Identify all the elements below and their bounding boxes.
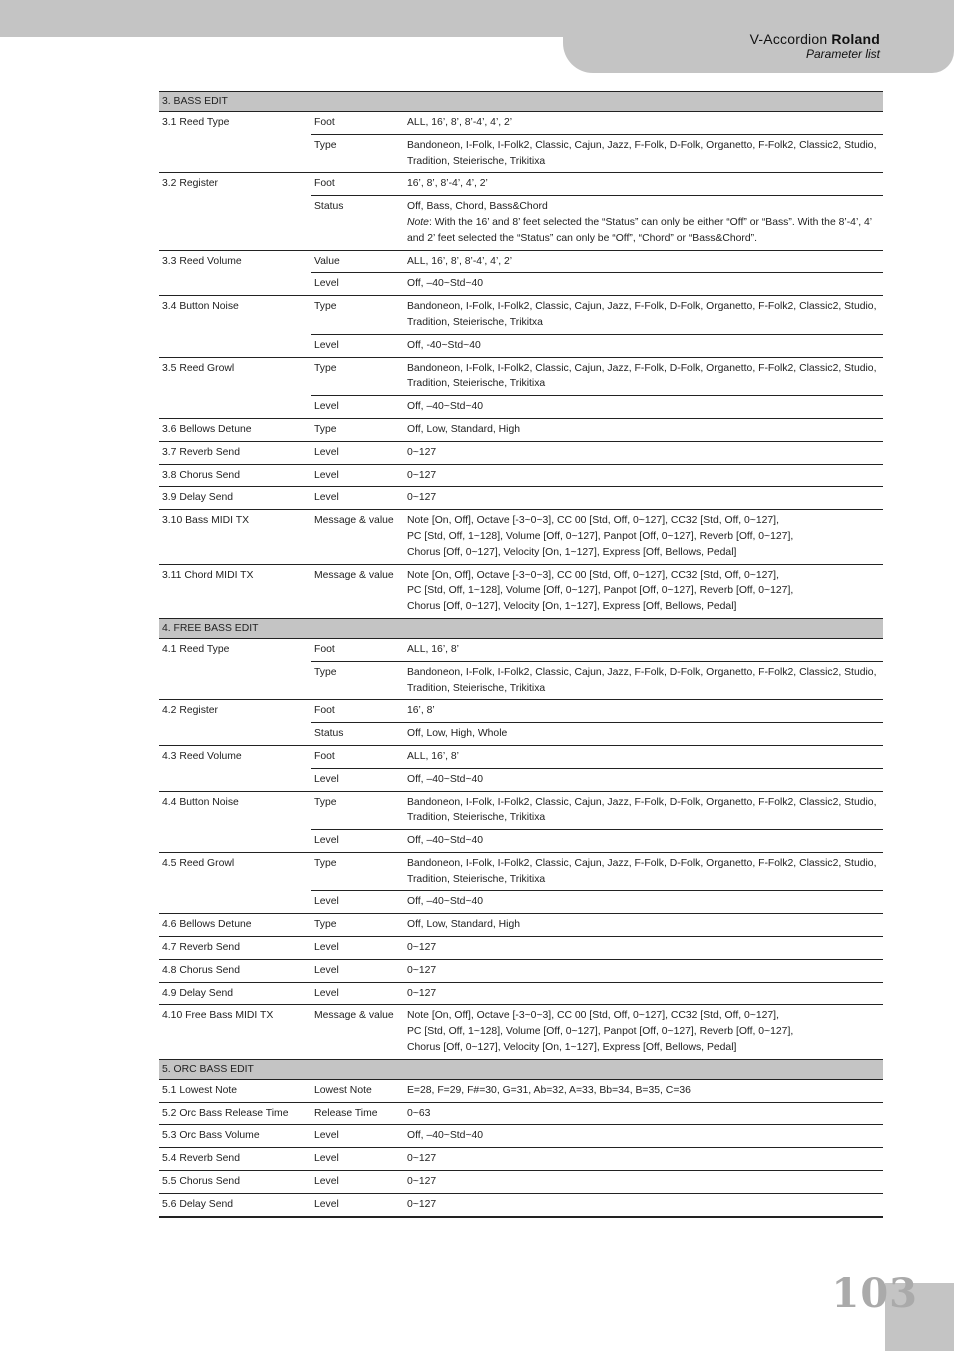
page-number: 103 [831,1270,918,1317]
table-row [159,564,883,618]
parameter-attribute: Level [311,1125,403,1148]
parameter-attribute: Level [311,464,403,487]
parameter-attribute: Level [311,334,403,357]
parameter-name: 3.11 Chord MIDI TX [159,564,311,618]
parameter-name: 4.10 Free Bass MIDI TX [159,1005,311,1059]
header-tab [563,0,954,73]
note-text: : With the 16’ and 8’ feet selected the “Status” can only be either “Off” or “Bass”. With the 8’-4’, 4’ and 2’ feet selected the “Status” can only be “Off”, “Chord” or “Bass&Chord”. [407,216,872,244]
parameter-attribute: Level [311,982,403,1005]
value-text: Off, –40~Std~40 [407,1130,484,1142]
parameter-name: 4.4 Button Noise [159,791,311,852]
table-row [159,852,883,891]
parameter-name: 5.1 Lowest Note [159,1079,311,1102]
parameter-name: 3.1 Reed Type [159,112,311,173]
table-row [159,700,883,723]
parameter-value [403,196,883,250]
value-text: 0~127 [407,469,437,481]
table-row [159,1005,883,1059]
parameter-name: 4.5 Reed Growl [159,852,311,913]
table-row [159,1193,883,1216]
parameter-name: 3.5 Reed Growl [159,357,311,418]
parameter-value [403,464,883,487]
parameter-value [403,1125,883,1148]
table-row [159,464,883,487]
value-text: 0~127 [407,942,437,954]
parameter-name: 4.2 Register [159,700,311,746]
parameter-attribute: Level [311,396,403,419]
parameter-attribute: Type [311,661,403,700]
value-text: ALL, 16’, 8’ [407,750,459,762]
value-text: 0~127 [407,492,437,504]
table-row [159,1171,883,1194]
parameter-attribute: Type [311,914,403,937]
value-text: Bandoneon, I-Folk, I-Folk2, Classic, Cajun, Jazz, F-Folk, D-Folk, Organetto, F-Folk2, Classic2, Studio, Tradition, Steierische, Trikitxa [407,301,877,328]
value-text: 0~127 [407,446,437,458]
parameter-value [403,250,883,273]
value-text: Off, –40~Std~40 [407,773,484,785]
parameter-name: 5.4 Reverb Send [159,1148,311,1171]
parameter-name: 4.1 Reed Type [159,638,311,699]
parameter-name: 5.6 Delay Send [159,1193,311,1216]
parameter-attribute: Lowest Note [311,1079,403,1102]
parameter-value [403,914,883,937]
parameter-name: 3.9 Delay Send [159,487,311,510]
parameter-value [403,1005,883,1059]
parameter-value [403,564,883,618]
table-row [159,173,883,196]
parameter-name: 4.7 Reverb Send [159,937,311,960]
section-title: 3. BASS EDIT [159,92,883,112]
brand-name: Roland [831,31,880,47]
parameter-value [403,982,883,1005]
parameter-attribute: Message & value [311,564,403,618]
value-text: 0~127 [407,964,437,976]
parameter-name: 5.5 Chorus Send [159,1171,311,1194]
table-row [159,112,883,135]
value-text: ALL, 16’, 8’, 8’-4’, 4’, 2’ [407,255,513,267]
table-row [159,510,883,564]
table-row [159,418,883,441]
parameter-value [403,700,883,723]
value-text: ALL, 16’, 8’, 8’-4’, 4’, 2’ [407,117,513,128]
value-text: Off, Bass, Chord, Bass&Chord [407,201,548,213]
table-row [159,638,883,661]
parameter-name: 4.8 Chorus Send [159,959,311,982]
table-row [159,487,883,510]
parameter-attribute: Level [311,273,403,296]
parameter-attribute: Level [311,1148,403,1171]
parameter-value [403,334,883,357]
parameter-value [403,891,883,914]
parameter-attribute: Foot [311,112,403,135]
value-text: Bandoneon, I-Folk, I-Folk2, Classic, Cajun, Jazz, F-Folk, D-Folk, Organetto, F-Folk2, Classic2, Studio, Tradition, Steierische, Trikitixa [407,857,877,885]
value-text: 0~127 [407,1153,437,1165]
parameter-attribute: Type [311,418,403,441]
parameter-attribute: Type [311,852,403,891]
value-text: Bandoneon, I-Folk, I-Folk2, Classic, Cajun, Jazz, F-Folk, D-Folk, Organetto, F-Folk2, Classic2, Studio, Tradition, Steierische, Trikitixa [407,796,877,824]
parameter-attribute: Level [311,959,403,982]
parameter-value [403,959,883,982]
value-text: Note [On, Off], Octave [-3~0~3], CC 00 [Std, Off, 0~127], CC32 [Std, Off, 0~127], PC [Std, Off, 1~128], Volume [Off, 0~127], Panpot [Off, 0~127], Reverb [Off, 0~127], Chorus [Off, 0~127], Velocity [On, 1~127], Express [Off, Bellows, Pedal] [407,1010,794,1054]
value-text: 16’, 8’, 8’-4’, 4’, 2’ [407,178,488,190]
parameter-attribute: Type [311,357,403,396]
value-text: 0~63 [407,1107,431,1119]
parameter-name: 5.2 Orc Bass Release Time [159,1102,311,1125]
parameter-value [403,441,883,464]
parameter-value [403,173,883,196]
value-text: Note [On, Off], Octave [-3~0~3], CC 00 [Std, Off, 0~127], CC32 [Std, Off, 0~127], PC [Std, Off, 1~128], Volume [Off, 0~127], Panpot [Off, 0~127], Reverb [Off, 0~127], Chorus [Off, 0~127], Velocity [On, 1~127], Express [Off, Bellows, Pedal] [407,515,794,558]
section-header-row [159,618,883,638]
parameter-value [403,638,883,661]
value-text: Off, –40~Std~40 [407,835,484,847]
parameter-value [403,1193,883,1216]
parameter-attribute: Level [311,830,403,853]
parameter-value [403,273,883,296]
table-row [159,1079,883,1102]
value-text: Off, -40~Std~40 [407,339,481,351]
table-row [159,1148,883,1171]
value-text: Off, Low, Standard, High [407,919,521,931]
parameter-attribute: Message & value [311,1005,403,1059]
parameter-attribute: Type [311,296,403,335]
parameter-attribute: Level [311,891,403,914]
parameter-value [403,830,883,853]
value-text: Bandoneon, I-Folk, I-Folk2, Classic, Cajun, Jazz, F-Folk, D-Folk, Organetto, F-Folk2, Classic2, Studio, Tradition, Steierische, Trikitixa [407,362,877,390]
value-text: Off, Low, High, Whole [407,728,508,740]
value-text: Note [On, Off], Octave [-3~0~3], CC 00 [Std, Off, 0~127], CC32 [Std, Off, 0~127], PC [Std, Off, 1~128], Volume [Off, 0~127], Panpot [Off, 0~127], Reverb [Off, 0~127], Chorus [Off, 0~127], Velocity [On, 1~127], Express [Off, Bellows, Pedal] [407,569,794,613]
parameter-attribute: Level [311,487,403,510]
parameter-attribute: Release Time [311,1102,403,1125]
table-row [159,441,883,464]
parameter-value [403,1148,883,1171]
parameter-value [403,937,883,960]
value-text: Off, Low, Standard, High [407,423,521,435]
value-text: Off, –40~Std~40 [407,278,484,290]
parameter-attribute: Level [311,1171,403,1194]
parameter-attribute: Foot [311,638,403,661]
parameter-attribute: Level [311,768,403,791]
table-row [159,1102,883,1125]
parameter-name: 3.10 Bass MIDI TX [159,510,311,564]
value-text: Bandoneon, I-Folk, I-Folk2, Classic, Cajun, Jazz, F-Folk, D-Folk, Organetto, F-Folk2, Classic2, Studio, Tradition, Steierische, Trikitixa [407,139,877,167]
parameter-value [403,134,883,173]
parameter-attribute: Message & value [311,510,403,564]
parameter-value [403,852,883,891]
product-name: V-Accordion [749,31,828,47]
parameter-name: 4.3 Reed Volume [159,745,311,791]
table-row [159,937,883,960]
parameter-name: 3.7 Reverb Send [159,441,311,464]
parameter-value [403,112,883,135]
section-header-row [159,1059,883,1079]
parameter-value [403,396,883,419]
parameter-attribute: Type [311,791,403,830]
parameter-value [403,745,883,768]
value-text: 0~127 [407,1198,437,1210]
parameter-value [403,1171,883,1194]
table-row [159,296,883,335]
parameter-attribute: Status [311,196,403,250]
parameter-name: 4.9 Delay Send [159,982,311,1005]
parameter-name: 3.8 Chorus Send [159,464,311,487]
table-row [159,959,883,982]
parameter-attribute: Level [311,1193,403,1216]
table-row [159,914,883,937]
parameter-attribute: Foot [311,700,403,723]
parameter-name: 4.6 Bellows Detune [159,914,311,937]
parameter-value [403,296,883,335]
parameter-value [403,487,883,510]
value-text: 16’, 8’ [407,705,435,717]
table-row [159,791,883,830]
parameter-attribute: Value [311,250,403,273]
value-text: 0~127 [407,1176,437,1188]
parameter-value [403,768,883,791]
parameter-name: 3.3 Reed Volume [159,250,311,296]
note-label: Note [407,216,429,228]
parameter-attribute: Foot [311,745,403,768]
header-title [750,31,880,47]
parameter-value [403,791,883,830]
parameter-name: 3.2 Register [159,173,311,250]
parameter-name: 3.4 Button Noise [159,296,311,357]
value-text: ALL, 16’, 8’ [407,643,459,655]
table-row [159,982,883,1005]
section-header-row [159,92,883,112]
value-text: Bandoneon, I-Folk, I-Folk2, Classic, Cajun, Jazz, F-Folk, D-Folk, Organetto, F-Folk2, Classic2, Studio, Tradition, Steierische, Trikitixa [407,666,877,694]
value-text: 0~127 [407,987,437,999]
parameter-attribute: Foot [311,173,403,196]
parameter-value [403,510,883,564]
parameter-attribute: Level [311,441,403,464]
parameter-attribute: Level [311,937,403,960]
value-text: Off, –40~Std~40 [407,896,484,908]
parameter-table [159,91,883,1218]
value-text: E=28, F=29, F#=30, G=31, Ab=32, A=33, Bb=34, B=35, C=36 [407,1084,691,1096]
parameter-value [403,418,883,441]
value-text: Off, –40~Std~40 [407,401,484,413]
parameter-value [403,1079,883,1102]
parameter-attribute: Status [311,723,403,746]
header-subtitle: Parameter list [805,47,880,61]
parameter-value [403,1102,883,1125]
table-row [159,250,883,273]
section-title: 4. FREE BASS EDIT [159,618,883,638]
section-title: 5. ORC BASS EDIT [159,1059,883,1079]
parameter-attribute: Type [311,134,403,173]
parameter-table-body [159,92,883,1217]
parameter-value [403,357,883,396]
parameter-value [403,661,883,700]
parameter-value [403,723,883,746]
parameter-name: 3.6 Bellows Detune [159,418,311,441]
table-row [159,1125,883,1148]
table-row [159,745,883,768]
parameter-name: 5.3 Orc Bass Volume [159,1125,311,1148]
table-row [159,357,883,396]
